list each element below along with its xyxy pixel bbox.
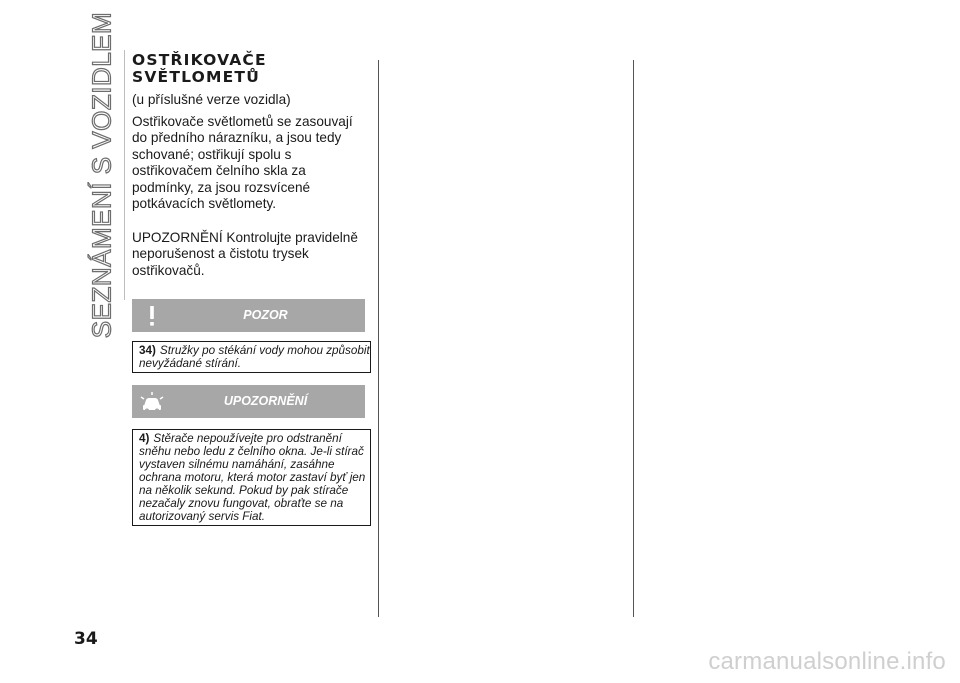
watermark: carmanualsonline.info <box>708 648 946 675</box>
section-headlamp-washers <box>132 52 370 279</box>
pozor-note-text: Stružky po stékání vody mohou způsobit nevyžádané stírání. <box>139 344 370 370</box>
pozor-banner <box>132 299 365 332</box>
side-title <box>82 11 122 339</box>
section-heading-line1: OSTŘIKOVAČE <box>132 51 267 69</box>
section-heading-line2: SVĚTLOMETŮ <box>132 68 260 86</box>
side-divider <box>124 50 125 300</box>
upozorneni-note-text: Stěrače nepoužívejte pro odstranění sněhu nebo ledu z čelního okna. Je-li stírač vystaven silnému namáhání, zasáhne ochrana motoru, která motor zastaví byť jen na několik sekund. Pokud by pak stírače nezačaly znovu fungovat, obraťte se na autorizovaný servis Fiat. <box>139 432 366 523</box>
section-subtitle: (u příslušné verze vozidla) <box>132 92 291 107</box>
upozorneni-note <box>132 429 371 526</box>
column-divider-1 <box>378 60 379 617</box>
section-paragraph: Ostřikovače světlometů se zasouvají do předního nárazníku, a jsou tedy schované; ostřikují spolu s ostřikovačem čelního skla za podmínky, za jsou rozsvícené potkávacích světlomety. <box>132 113 353 211</box>
section-warning-paragraph: UPOZORNĚNÍ Kontrolujte pravidelně neporušenost a čistotu trysek ostřikovačů. <box>132 229 358 278</box>
upozorneni-label: UPOZORNĚNÍ <box>223 394 308 408</box>
upozorneni-note-number: 4) <box>139 432 150 445</box>
section-heading <box>132 52 370 86</box>
pozor-note-number: 34) <box>139 344 156 357</box>
pozor-label: POZOR <box>243 308 288 322</box>
column-divider-2 <box>633 60 634 617</box>
page-number: 34 <box>74 629 98 649</box>
upozorneni-banner <box>132 385 365 418</box>
side-title-text: SEZNÁMENÍ S VOZIDLEM <box>86 11 117 339</box>
pozor-note <box>132 341 371 373</box>
